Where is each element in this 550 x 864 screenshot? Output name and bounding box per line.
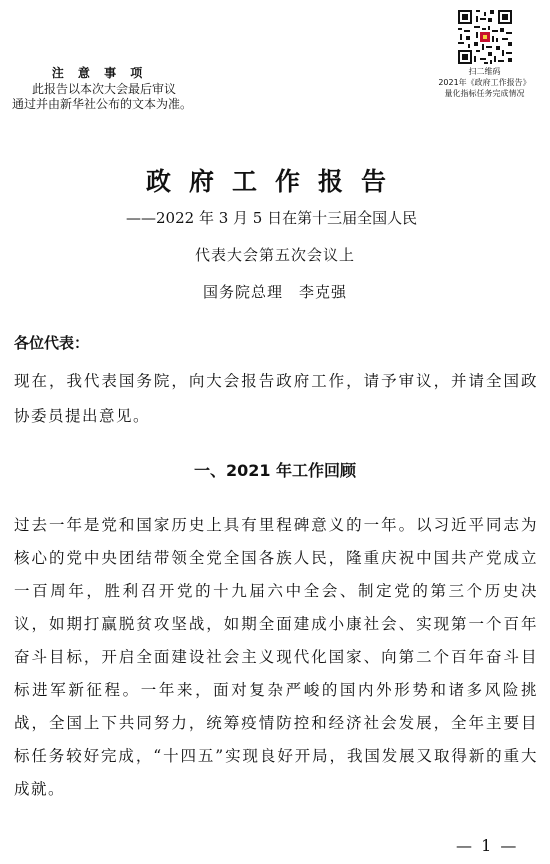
page-number: — 1 — — [456, 836, 519, 855]
notice-line-1: 此报告以本次大会最后审议 — [32, 82, 177, 96]
qr-code-image[interactable] — [456, 8, 514, 66]
paragraph-review: 过去一年是党和国家历史上具有里程碑意义的一年。以习近平同志为核心的党中央团结带领全党全国各族人民，隆重庆祝中国共产党成立一百周年，胜利召开党的十九届六中全会、制定党的第三个历史决议，如期打赢脱贫攻坚战，如期全面建成小康社会、实现第一个百年奋斗目标，开启全面建设社会主义现代化国家、向第二个百年奋斗目标进军新征程。一年来，面对复杂严峻的国内外形势和诸多风险挑战，全国上下共同努力，统筹疫情防控和经济社会发展，全年主要目标任务较好完成，“十四五”实现良好开局，我国发展又取得新的重大成就。 — [14, 516, 538, 798]
document-title: 政府工作报告 — [145, 167, 404, 196]
notice-line-2: 通过并由新华社公布的文本为准。 — [12, 97, 193, 111]
qr-caption-metrics: 量化指标任务完成情况 — [444, 89, 525, 98]
qr-caption-scan: 扫二维码 — [468, 67, 501, 76]
notice-title: 注 意 事 项 — [51, 66, 148, 80]
qr-code-block — [427, 8, 542, 99]
subtitle-line-1: ——2022 年 3 月 5 日在第十三届全国人民 — [126, 209, 418, 227]
greeting: 各位代表： — [14, 334, 90, 352]
section-heading: 一、2021 年工作回顾 — [193, 461, 357, 480]
subtitle-line-2: 代表大会第五次会议上 — [194, 246, 355, 264]
paragraph-intro: 现在，我代表国务院，向大会报告政府工作，请予审议，并请全国政协委员提出意见。 — [14, 372, 538, 425]
author-line: 国务院总理 李克强 — [202, 283, 347, 301]
qr-caption-report: 2021年《政府工作报告》 — [438, 78, 531, 87]
notice-block — [12, 66, 272, 112]
